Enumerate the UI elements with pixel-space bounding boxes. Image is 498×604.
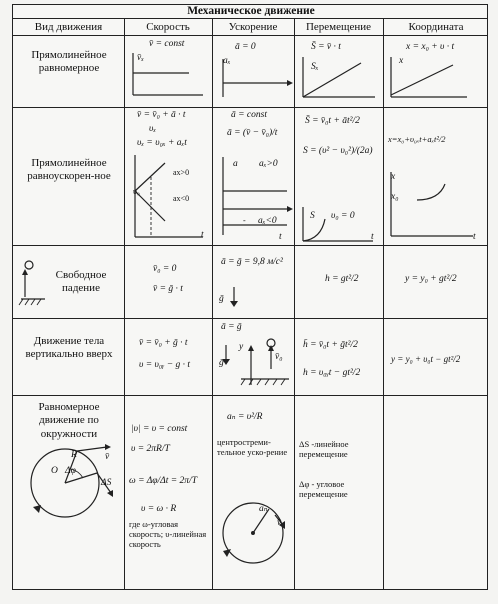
circular-velocity-formula-2: υ = 2πR/T	[131, 444, 170, 454]
accel-velocity-formula-1: v̄ = v̄₀ + ā · t	[137, 110, 186, 120]
grid-line	[13, 318, 487, 319]
row-name-uniform: Прямолинейное равномерное	[31, 49, 107, 75]
circular-displacement-note-2: Δφ - угловое перемещение	[299, 479, 348, 500]
circular-label-O: O	[51, 466, 58, 476]
accel-coordinate-axis-t: t	[473, 232, 476, 242]
accel-acceleration-neg-label: aₓ<0	[258, 216, 277, 226]
circular-label-dS: ΔS	[101, 478, 112, 488]
circular-velocity-formula-1: |υ| = υ = const	[131, 424, 188, 434]
grid-line	[212, 18, 213, 589]
uniform-displacement-graph	[299, 55, 379, 101]
circular-acceleration-note: центростреми-тельное уско-рение	[217, 437, 288, 458]
vertical-acceleration-v0-label: v̄₀	[275, 352, 283, 362]
header-motion-type: Вид движения	[34, 21, 103, 33]
centripetal-label-an: aₙ	[259, 504, 268, 514]
row-name-freefall: Свободное падение	[55, 269, 107, 295]
accel-displacement-graph	[299, 205, 379, 243]
uniform-coordinate-graph	[387, 55, 479, 101]
accel-velocity-neg-label: ax<0	[173, 194, 190, 203]
grid-line	[13, 107, 487, 108]
freefall-g-arrow	[227, 285, 241, 309]
accel-acceleration-a-label: a	[233, 159, 238, 169]
grid-line	[13, 395, 487, 396]
vertical-velocity-formula-2: υ = υ₀ᵧ − g · t	[139, 360, 191, 370]
accel-velocity-pos-label: ax>0	[173, 168, 190, 177]
grid-line	[124, 18, 125, 589]
row-name-vertical: Движение тела вертикально вверх	[25, 335, 113, 361]
circular-velocity-formula-4: υ = ω · R	[141, 504, 177, 514]
accel-displacement-axis-t: t	[371, 232, 374, 242]
accel-velocity-formula-2: υₓ	[149, 124, 157, 134]
row-name-circular: Равномерное движение по окружности	[38, 401, 100, 440]
uniform-displacement-formula: S̄ = v̄ · t	[311, 42, 341, 52]
circular-displacement-note-1: ΔS -линейное перемещение	[299, 439, 349, 460]
uniform-acceleration-graph	[219, 57, 291, 101]
accel-displacement-s-label: S	[310, 211, 315, 221]
header-velocity: Скорость	[146, 21, 190, 33]
accel-acceleration-pos-label: aₓ>0	[259, 159, 278, 169]
accel-coordinate-x0-label: x₀	[391, 192, 399, 202]
circular-label-v: v̄	[105, 452, 110, 462]
table-title: Механическое движение	[187, 5, 315, 17]
grid-line	[383, 18, 384, 589]
uniform-acceleration-formula: ā = 0	[235, 42, 256, 52]
circular-acceleration-formula: aₙ = υ²/R	[227, 412, 263, 422]
circular-label-dphi: Δφ	[65, 466, 76, 476]
grid-line	[13, 245, 487, 246]
header-acceleration: Ускорение	[228, 21, 278, 33]
vertical-velocity-formula-1: v̄ = v̄₀ + ḡ · t	[139, 338, 188, 348]
uniform-velocity-formula: v̄ = const	[149, 39, 185, 49]
mechanics-table	[12, 4, 488, 590]
accel-coordinate-graph	[387, 170, 483, 242]
vertical-displacement-formula-1: h̄ = v̄₀t + ḡt²/2	[303, 340, 358, 350]
freefall-velocity-formula-2: v̄ = ḡ · t	[153, 284, 183, 294]
accel-velocity-axis-t: t	[201, 230, 204, 240]
centripetal-diagram	[219, 495, 291, 569]
uniform-velocity-graph-label: v̄ₓ	[137, 53, 144, 63]
row-name-accelerated: Прямолинейное равноускорен-ное	[27, 157, 111, 183]
vertical-throw-diagram	[219, 335, 291, 391]
accel-velocity-v0-label: υ₀	[133, 187, 140, 196]
vertical-coordinate-formula: y = y₀ + υ₀t − gt²/2	[391, 354, 461, 364]
uniform-displacement-graph-label: Sₓ	[311, 62, 319, 72]
accel-displacement-formula-1: S̄ = v̄₀t + āt²/2	[305, 116, 360, 126]
freefall-acceleration-formula: ā = ḡ = 9,8 м/c²	[221, 257, 283, 267]
freefall-acceleration-g-label: ḡ	[219, 294, 224, 304]
accel-displacement-v0-label: υ₀ = 0	[331, 211, 355, 221]
uniform-coordinate-graph-label: x	[399, 56, 404, 66]
accel-velocity-graph	[129, 153, 209, 241]
header-displacement: Перемещение	[305, 21, 372, 33]
accel-coordinate-x-label: x	[391, 172, 396, 182]
grid-line	[13, 18, 487, 19]
freefall-velocity-formula-1: v̄₀ = 0	[153, 264, 177, 274]
vertical-displacement-formula-2: h = υ₀ᵧt − gt²/2	[303, 368, 361, 378]
accel-coordinate-formula: x=x₀+υ₀ₓt+aₓt²/2	[388, 134, 446, 144]
freefall-coordinate-formula: y = y₀ + gt²/2	[405, 274, 457, 284]
centripetal-label-v: v̄	[277, 518, 282, 528]
uniform-velocity-graph	[129, 51, 207, 101]
vertical-acceleration-y-label: y	[239, 342, 244, 352]
accel-displacement-formula-2: S = (υ² − υ₀²)/(2a)	[303, 146, 373, 156]
accel-acceleration-graph	[219, 155, 291, 241]
circular-velocity-formula-3: ω = Δφ/Δt = 2π/T	[129, 476, 197, 486]
accel-acceleration-formula-2: ā = (v̄ − v̄₀)/t	[227, 128, 278, 138]
circular-velocity-note: где ω-угловая скорость; υ-линейная скорость	[129, 519, 207, 550]
grid-line	[13, 35, 487, 36]
vertical-acceleration-g-label: ḡ	[219, 358, 224, 368]
accel-acceleration-formula-1: ā = const	[231, 110, 267, 120]
accel-acceleration-axis-t: t	[279, 232, 282, 242]
uniform-coordinate-formula: x = x₀ + υ · t	[406, 42, 455, 52]
accel-velocity-formula-3: υₓ = υ₀ₓ + aₓt	[137, 138, 187, 148]
accel-acceleration-minus-label: -	[243, 216, 246, 225]
uniform-acceleration-graph-label: aₓ	[223, 56, 231, 66]
grid-line	[294, 18, 295, 589]
freefall-displacement-formula: h = gt²/2	[325, 274, 359, 284]
circular-label-R: R	[71, 450, 77, 460]
vertical-acceleration-formula: ā = ḡ	[221, 322, 242, 332]
header-coordinate: Координата	[408, 21, 464, 33]
